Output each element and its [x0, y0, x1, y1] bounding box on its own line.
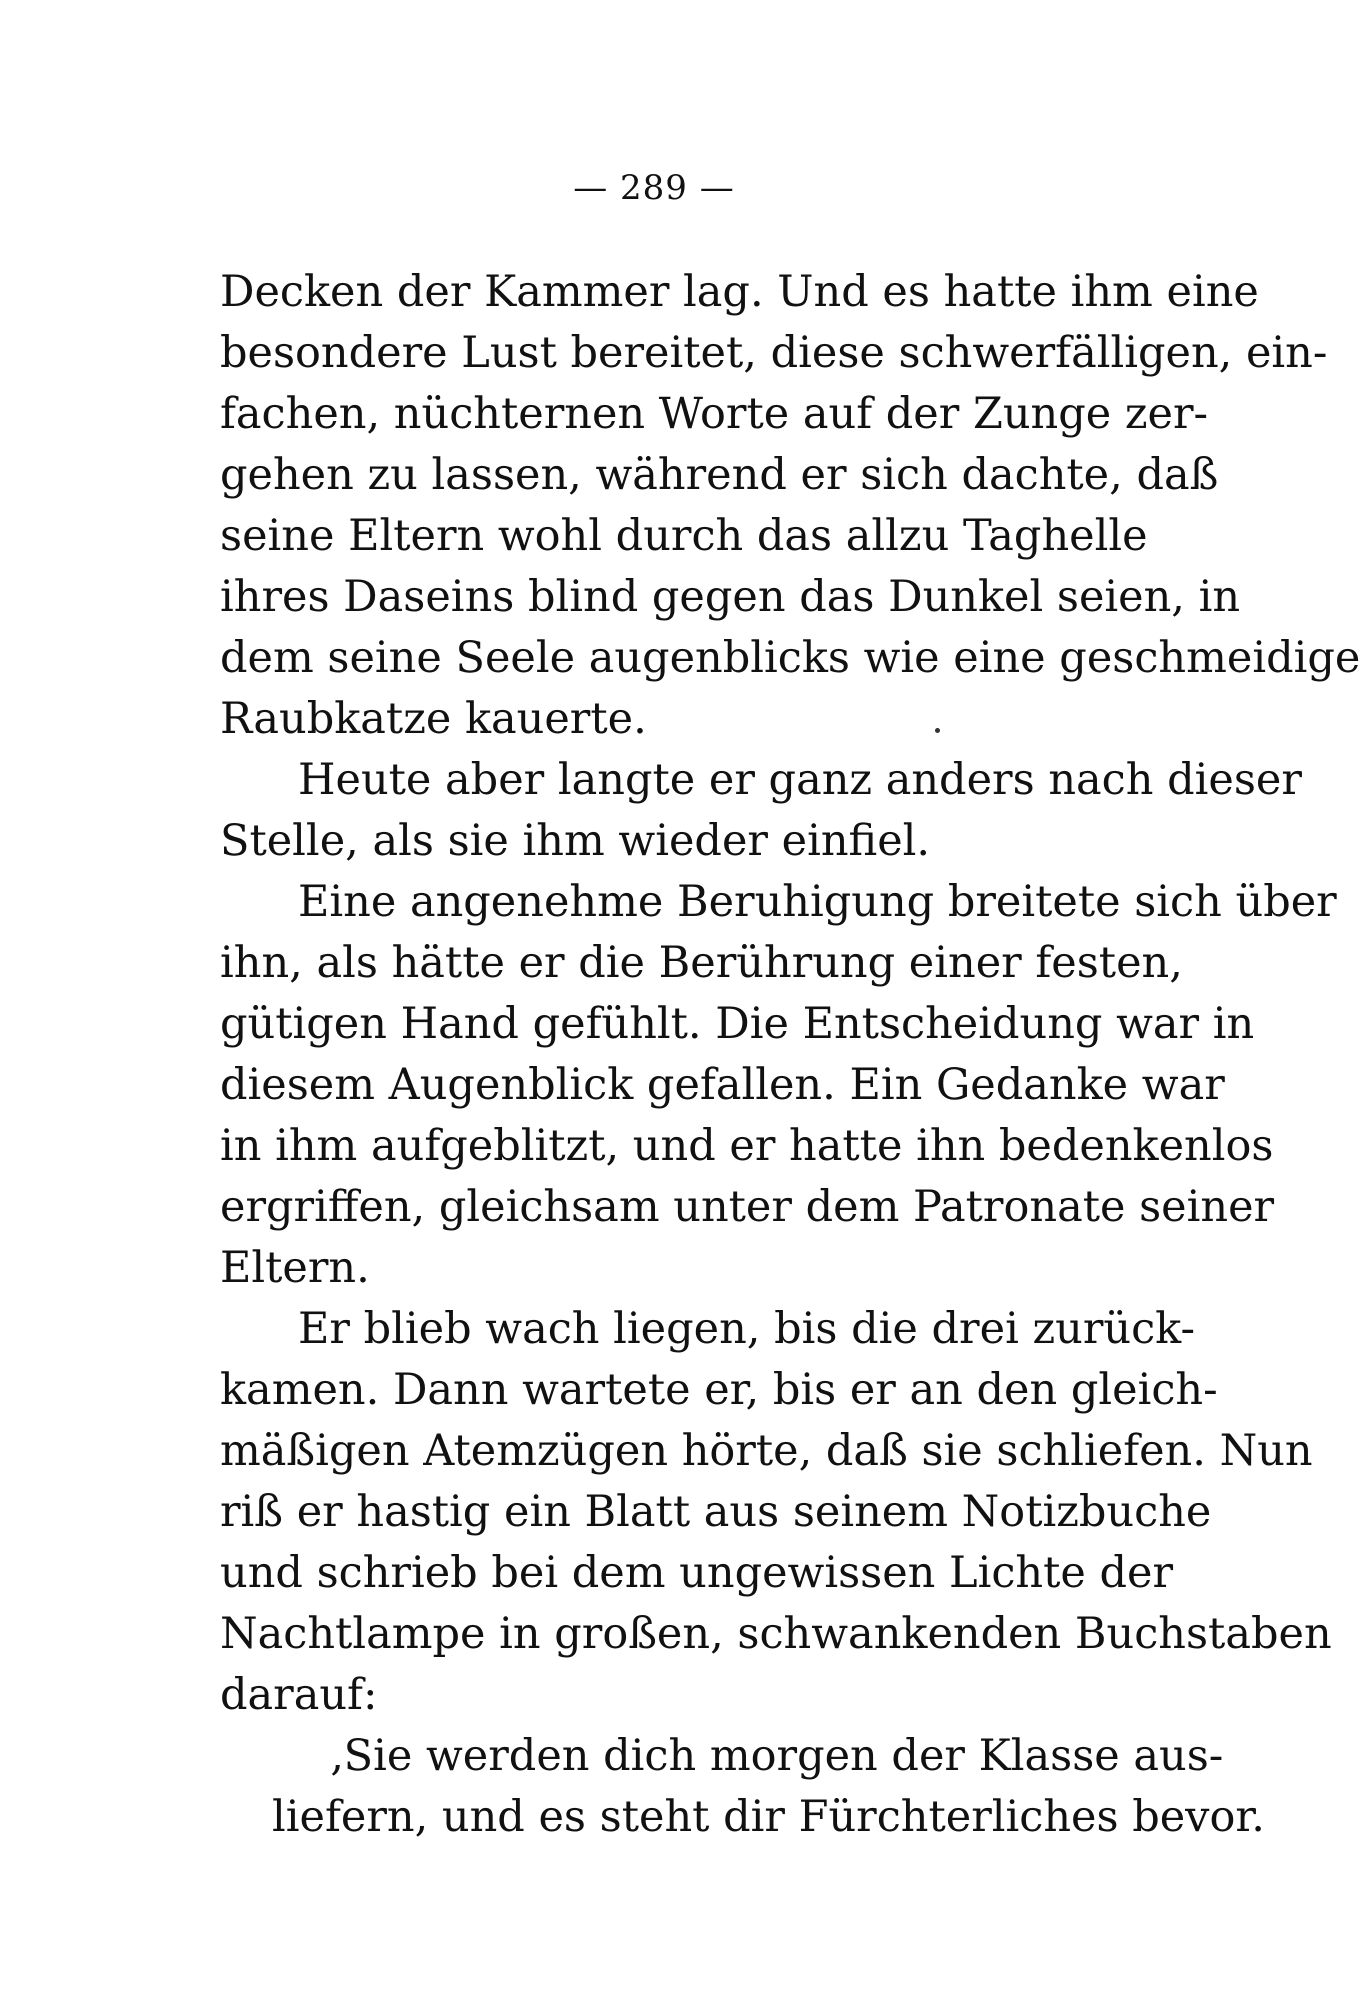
- text-line: gehen zu lassen, während er sich dachte, daß: [220, 450, 1219, 500]
- body-text: [220, 262, 1360, 1848]
- text-line: ihres Daseins blind gegen das Dunkel seien, in: [220, 572, 1241, 622]
- quote-line: liefern, und es steht dir Fürchterliches bevor.: [272, 1792, 1265, 1842]
- print-speck: [935, 728, 940, 733]
- text-line: Stelle, als sie ihm wieder einfiel.: [220, 816, 931, 866]
- text-line: riß er hastig ein Blatt aus seinem Notizbuche: [220, 1487, 1212, 1537]
- text-line: ihn, als hätte er die Berührung einer festen,: [220, 938, 1183, 988]
- text-line: dem seine Seele augenblicks wie eine geschmeidige: [220, 633, 1360, 683]
- text-line: in ihm aufgeblitzt, und er hatte ihn bedenkenlos: [220, 1121, 1274, 1171]
- text-line: Er blieb wach liegen, bis die drei zurück-: [298, 1304, 1195, 1354]
- text-line: Nachtlampe in großen, schwankenden Buchstaben: [220, 1609, 1332, 1659]
- text-line: besondere Lust bereitet, diese schwerfälligen, ein-: [220, 328, 1328, 378]
- quote-line: ‚Sie werden dich morgen der Klasse aus-: [330, 1731, 1224, 1781]
- text-line: Decken der Kammer lag. Und es hatte ihm eine: [220, 267, 1259, 317]
- text-line: gütigen Hand gefühlt. Die Entscheidung war in: [220, 999, 1255, 1049]
- text-line: Heute aber langte er ganz anders nach dieser: [298, 755, 1302, 805]
- text-line: mäßigen Atemzügen hörte, daß sie schliefen. Nun: [220, 1426, 1313, 1476]
- text-line: und schrieb bei dem ungewissen Lichte der: [220, 1548, 1174, 1598]
- text-line: Eltern.: [220, 1243, 370, 1293]
- text-line: darauf:: [220, 1670, 378, 1720]
- page-number: — 289 —: [573, 168, 735, 208]
- text-line: Eine angenehme Beruhigung breitete sich über: [298, 877, 1337, 927]
- text-line: fachen, nüchternen Worte auf der Zunge zer-: [220, 389, 1209, 439]
- text-line: seine Eltern wohl durch das allzu Taghelle: [220, 511, 1148, 561]
- text-line: ergriffen, gleichsam unter dem Patronate seiner: [220, 1182, 1275, 1232]
- text-line: kamen. Dann wartete er, bis er an den gleich-: [220, 1365, 1218, 1415]
- text-line: diesem Augenblick gefallen. Ein Gedanke war: [220, 1060, 1225, 1110]
- text-line: Raubkatze kauerte.: [220, 694, 647, 744]
